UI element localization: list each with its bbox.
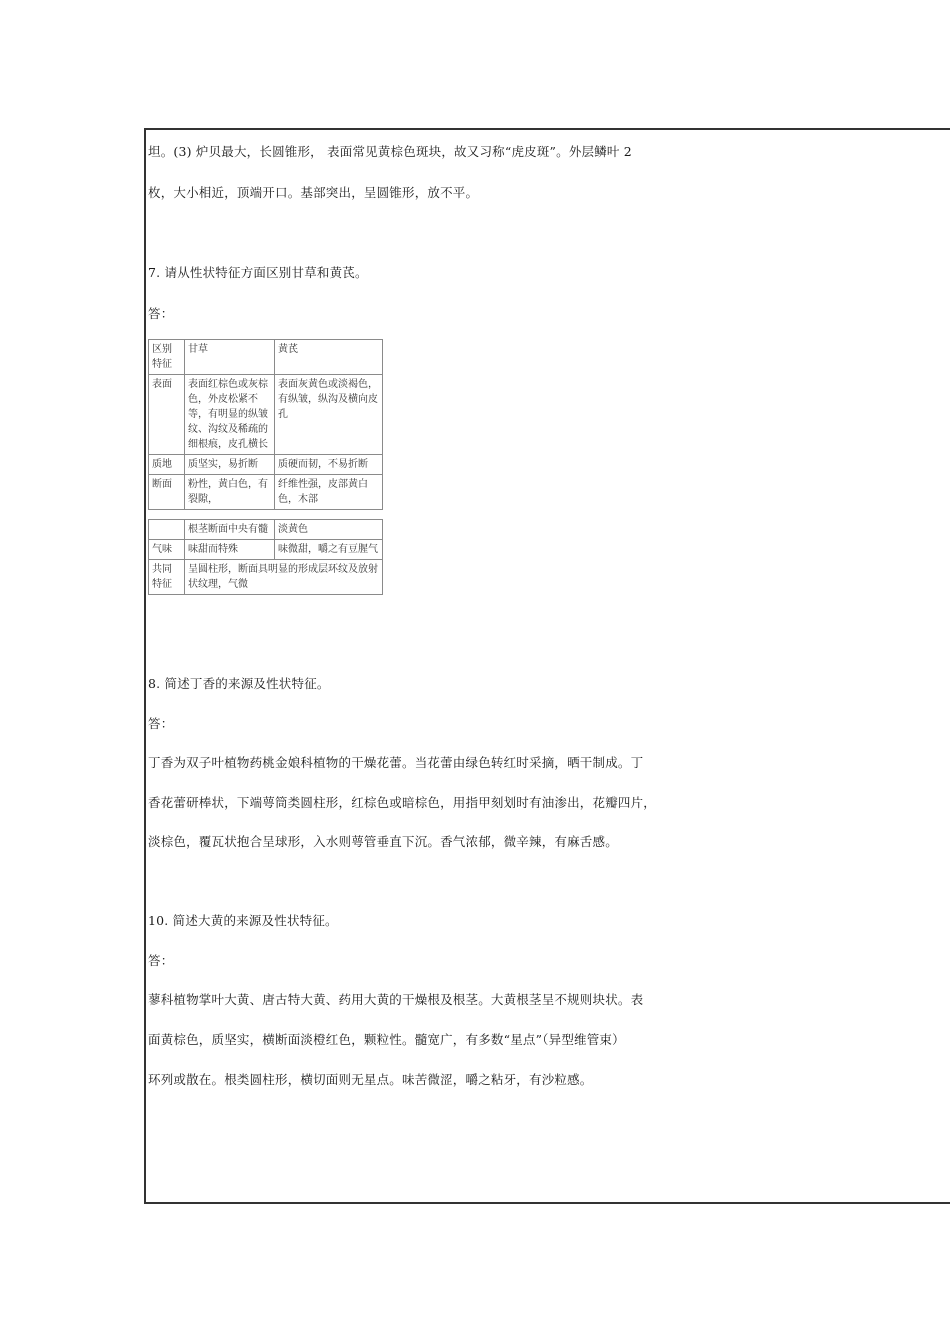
table-cell: 根茎断面中央有髓: [185, 520, 275, 540]
answer-10-line-1: 蓼科植物掌叶大黄、唐古特大黄、药用大黄的干燥根及根茎。大黄根茎呈不规则块状。表: [148, 992, 644, 1007]
answer-8-line-1: 丁香为双子叶植物药桃金娘科植物的干燥花蕾。当花蕾由绿色转红时采摘，晒干制成。丁: [148, 755, 644, 770]
table-cell: 甘草: [185, 340, 275, 375]
continuation-line-1: 坦。(3) 炉贝最大，长圆锥形， 表面常见黄棕色斑块，故又习称“虎皮斑”。外层鳞叶 2: [148, 144, 632, 159]
table-row: [149, 475, 383, 510]
answer-8-line-2: 香花蕾研棒状，下端萼筒类圆柱形，红棕色或暗棕色，用指甲刻划时有油渗出，花瓣四片，: [148, 795, 657, 810]
answer-label-10: 答：: [148, 953, 174, 968]
table-cell: 味微甜，嚼之有豆腥气: [275, 540, 383, 560]
question-8: 8. 简述丁香的来源及性状特征。: [148, 676, 330, 691]
answer-8-line-3: 淡棕色，覆瓦状抱合呈球形，入水则萼管垂直下沉。香气浓郁，微辛辣，有麻舌感。: [148, 834, 618, 849]
table-cell: 味甜而特殊: [185, 540, 275, 560]
table-cell: 呈圆柱形，断面具明显的形成层环纹及放射状纹理，气微: [185, 560, 383, 595]
table-cell: [149, 520, 185, 540]
table-cell: 质坚实，易折断: [185, 455, 275, 475]
answer-label-7: 答：: [148, 306, 174, 321]
table-cell: 表面灰黄色或淡褐色，有纵皱，纵沟及横向皮孔: [275, 375, 383, 455]
table-row: [149, 560, 383, 595]
table-cell: 淡黄色: [275, 520, 383, 540]
table-row: [149, 455, 383, 475]
table-cell: 气味: [149, 540, 185, 560]
table-cell: 质硬而韧，不易折断: [275, 455, 383, 475]
table-row: [149, 540, 383, 560]
table-row: [149, 375, 383, 455]
question-10: 10. 简述大黄的来源及性状特征。: [148, 913, 338, 928]
table-cell: 区别特征: [149, 340, 185, 375]
table-cell: 表面红棕色或灰棕色，外皮松紧不等，有明显的纵皱纹、沟纹及稀疏的细根痕，皮孔横长: [185, 375, 275, 455]
table-cell: 共同特征: [149, 560, 185, 595]
table-row: [149, 520, 383, 540]
table-cell: 粉性，黄白色，有裂隙，: [185, 475, 275, 510]
question-7: 7. 请从性状特征方面区别甘草和黄芪。: [148, 265, 368, 280]
answer-label-8: 答：: [148, 716, 174, 731]
comparison-table-1: [148, 339, 383, 510]
continuation-line-2: 枚，大小相近，顶端开口。基部突出，呈圆锥形，放不平。: [148, 185, 479, 200]
table-cell: 纤维性强，皮部黄白色，木部: [275, 475, 383, 510]
answer-10-line-3: 环列或散在。根类圆柱形，横切面则无星点。味苦微涩，嚼之粘牙，有沙粒感。: [148, 1072, 593, 1087]
table-cell: 质地: [149, 455, 185, 475]
table-cell: 表面: [149, 375, 185, 455]
table-header-row: [149, 340, 383, 375]
comparison-table-2: [148, 519, 383, 595]
answer-10-line-2: 面黄棕色，质坚实，横断面淡橙红色，颗粒性。髓宽广，有多数“星点”（异型维管束）: [148, 1032, 625, 1047]
table-cell: 断面: [149, 475, 185, 510]
table-cell: 黄芪: [275, 340, 383, 375]
